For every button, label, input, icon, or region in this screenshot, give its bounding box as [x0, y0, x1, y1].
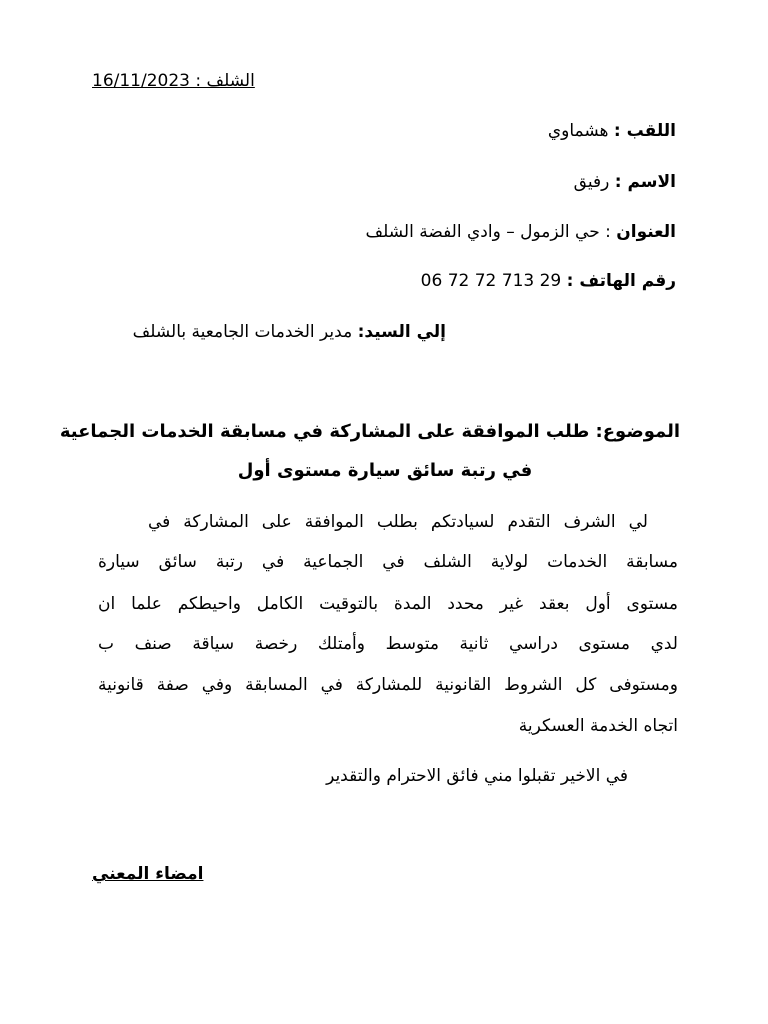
body-line-2: مسابقة الخدمات لولاية الشلف في الجماعية في رتبة سائق سيارة	[98, 552, 678, 572]
firstname-label: الاسم :	[614, 172, 676, 192]
firstname-line	[574, 168, 676, 196]
phone-label: رقم الهاتف :	[566, 271, 676, 291]
signature-label: امضاء المعني	[92, 864, 204, 884]
body-line-1: لي الشرف التقدم لسيادتكم بطلب الموافقة على المشاركة في	[148, 512, 648, 532]
subject-line-1: الموضوع: طلب الموافقة على المشاركة في مسابقة الخدمات الجماعية	[59, 421, 680, 442]
recipient-value: مدير الخدمات الجامعية بالشلف	[132, 322, 353, 342]
surname-line	[548, 117, 676, 145]
recipient-label: إلي السيد:	[357, 322, 446, 342]
surname-label: اللقب :	[613, 121, 676, 141]
recipient-line	[133, 318, 446, 346]
date-line: الشلف : 16/11/2023	[92, 71, 255, 91]
subject-line-2: في رتبة سائق سيارة مستوى أول	[237, 460, 533, 481]
surname-value: هشماوي	[547, 121, 609, 141]
phone-value: 06 72 72 713 29	[420, 271, 562, 291]
phone-line	[421, 267, 676, 295]
address-label: العنوان	[616, 222, 676, 242]
body-line-4: لدي مستوى دراسي ثانية متوسط وأمتلك رخصة سياقة صنف ب	[98, 634, 678, 654]
firstname-value: رفيق	[573, 172, 610, 192]
address-line	[366, 218, 676, 246]
body-line-3: مستوى أول بعقد غير محدد المدة بالتوقيت الكامل واحيطكم علما ان	[98, 594, 678, 614]
body-line-6: اتجاه الخدمة العسكرية	[518, 716, 678, 736]
body-line-5: ومستوفى كل الشروط القانونية للمشاركة في المسابقة وفي صفة قانونية	[98, 675, 678, 695]
closing-line: في الاخير تقبلوا مني فائق الاحترام والتقدير	[326, 766, 628, 786]
address-value: : حي الزمول – وادي الفضة الشلف	[365, 222, 611, 242]
